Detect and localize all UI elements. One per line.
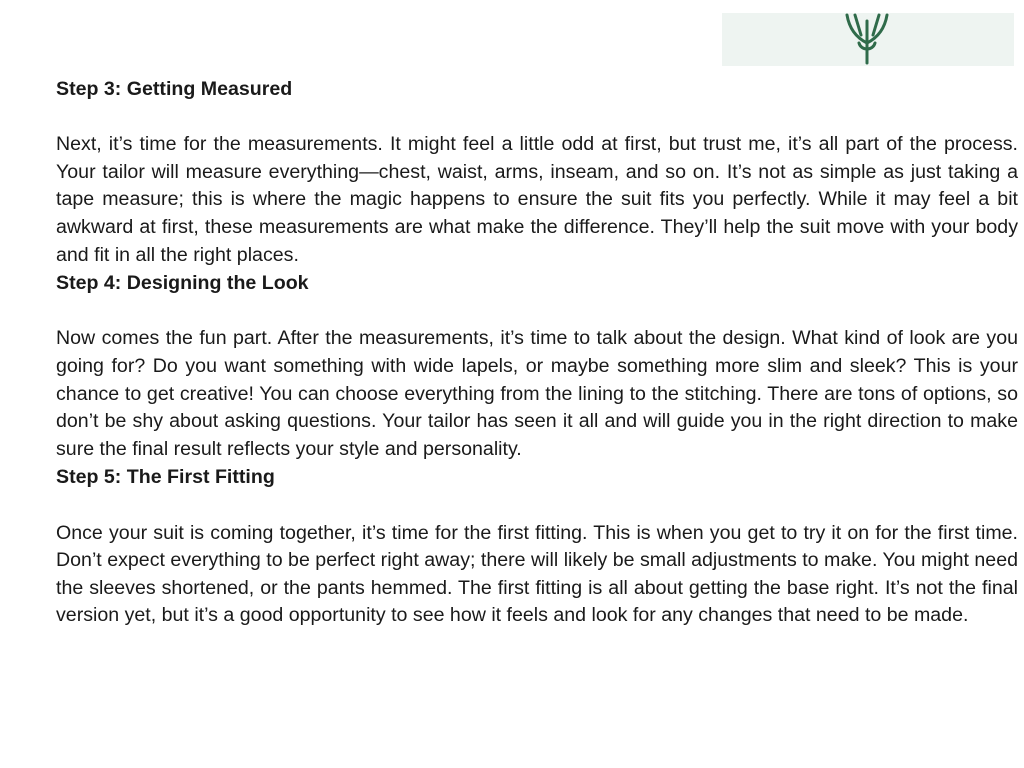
section-heading: Step 5: The First Fitting <box>56 466 275 489</box>
section-step-4 <box>56 269 1018 463</box>
section-step-5 <box>56 463 1018 630</box>
section-heading: Step 4: Designing the Look <box>56 272 309 295</box>
trident-monogram-icon <box>837 13 897 66</box>
document-body <box>56 75 1018 630</box>
section-paragraph: Once your suit is coming together, it’s time for the first fitting. This is when you get to try it on for the first time. Don’t expect everything to be perfect right away; there will likely be small adjustments to make. You might need the sleeves shortened, or the pants hemmed. The first fitting is all about getting the base right. It’s not the final version yet, but it’s a good opportunity to see how it feels and look for any changes that need to be made. <box>56 521 1018 627</box>
section-heading: Step 3: Getting Measured <box>56 78 293 100</box>
section-paragraph: Now comes the fun part. After the measurements, it’s time to talk about the design. What kind of look are you going for? Do you want something with wide lapels, or maybe something more slim and sleek? This is your chance to get creative! You can choose everything from the lining to the stitching. There are tons of options, so don’t be shy about asking questions. Your tailor has seen it all and will guide you in the right direction to make sure the final result reflects your style and personality. <box>56 327 1018 460</box>
section-step-3 <box>56 75 1018 269</box>
section-paragraph: Next, it’s time for the measurements. It might feel a little odd at first, but trust me, it’s all part of the process. Your tailor will measure everything—chest, waist, arms, inseam, and so on. It’s not as simple as just taking a tape measure; this is where the magic happens to ensure the suit fits you perfectly. While it may feel a bit awkward at first, these measurements are what make the difference. They’ll help the suit move with your body and fit in all the right places. <box>56 133 1018 266</box>
logo-banner <box>722 13 1014 66</box>
